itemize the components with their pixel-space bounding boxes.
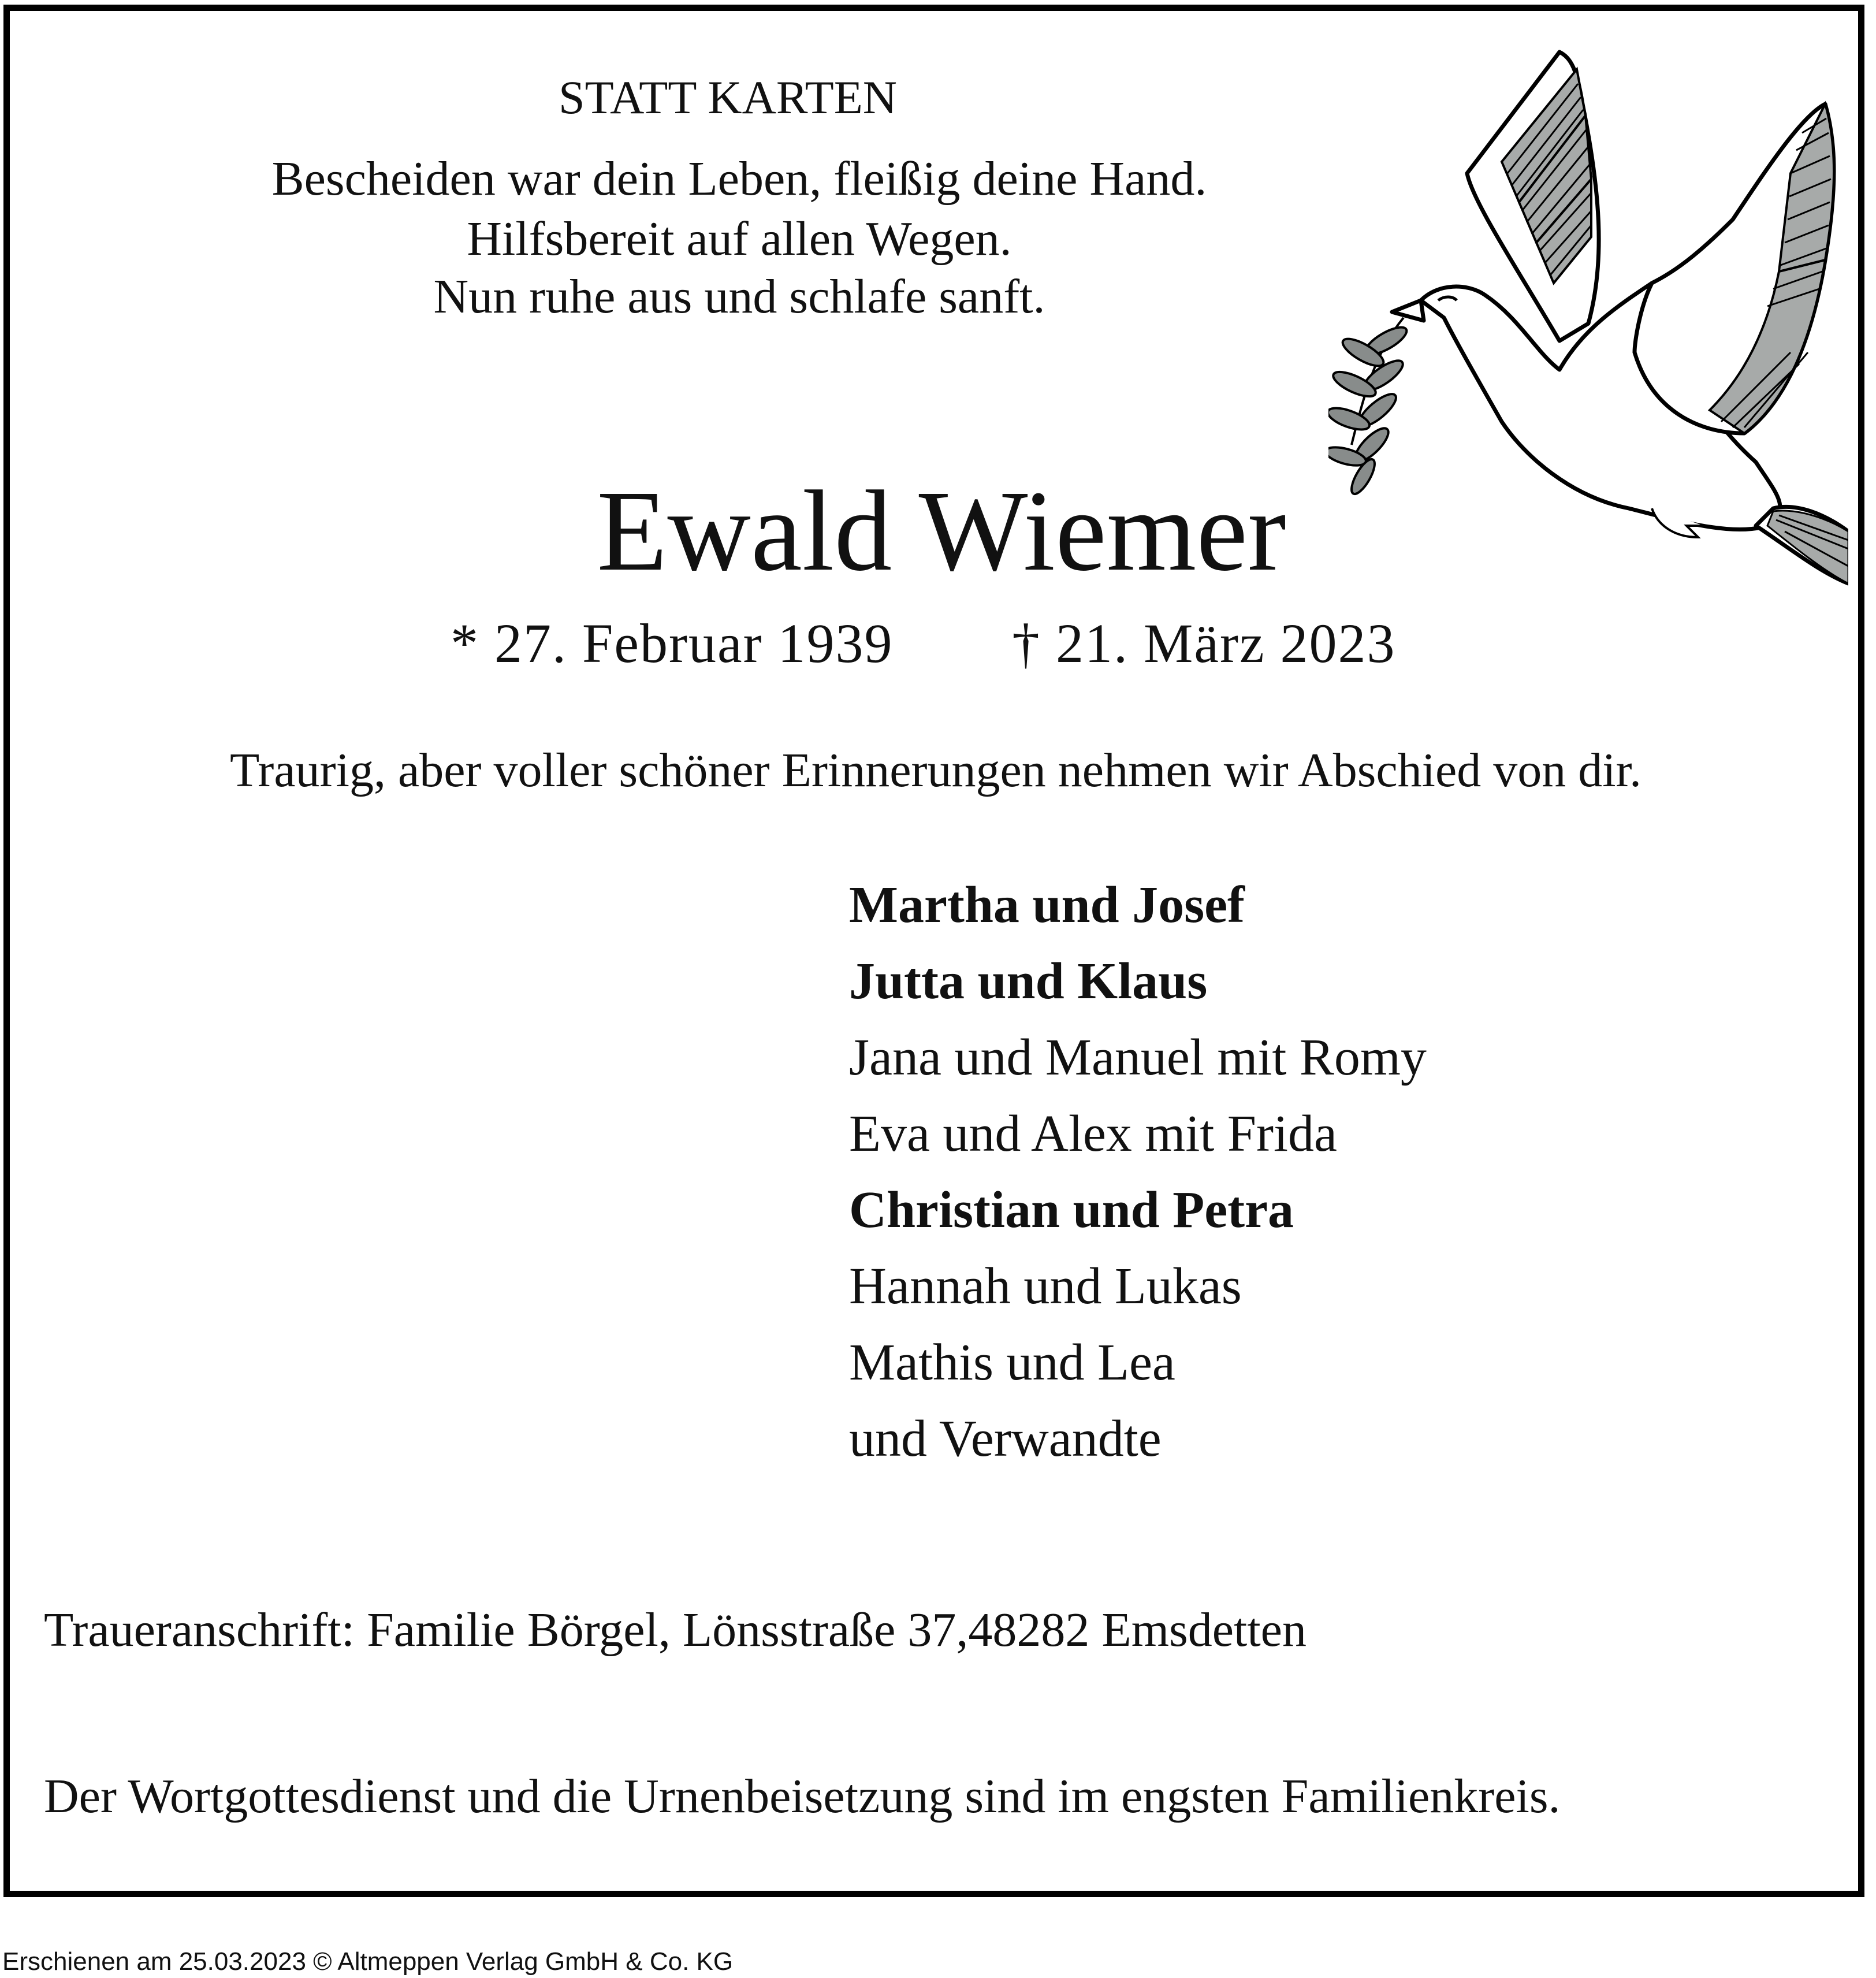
mourner-line: Eva und Alex mit Frida [849,1105,1337,1162]
poem-line-2: Hilfsbereit auf allen Wegen. [467,212,1012,266]
death-date: † 21. März 2023 [1012,612,1396,674]
birth-date: * 27. Februar 1939 [451,612,894,674]
farewell-text: Traurig, aber voller schöner Erinnerungen nehmen wir Abschied von dir. [230,743,1642,797]
statt-karten-label: STATT KARTEN [558,71,898,124]
publication-footer: Erschienen am 25.03.2023 © Altmeppen Verlag GmbH & Co. KG [2,1947,734,1976]
mourner-line: Jana und Manuel mit Romy [849,1029,1427,1086]
mourner-line: Hannah und Lukas [849,1258,1242,1315]
mourner-line: Christian und Petra [849,1181,1294,1239]
deceased-name: Ewald Wiemer [597,467,1286,595]
mourning-address: Traueranschrift: Familie Börgel, Lönsstraße 37,48282 Emsdetten [44,1603,1306,1657]
mourner-line: Jutta und Klaus [849,953,1208,1010]
service-note: Der Wortgottesdienst und die Urnenbeisetzung sind im engsten Familienkreis. [44,1769,1561,1823]
mourner-line: Mathis und Lea [849,1334,1175,1391]
poem-line-1: Bescheiden war dein Leben, fleißig deine Hand. [271,152,1207,206]
poem-line-3: Nun ruhe aus und schlafe sanft. [433,270,1045,324]
mourner-line: und Verwandte [849,1410,1162,1467]
mourner-line: Martha und Josef [849,876,1245,934]
